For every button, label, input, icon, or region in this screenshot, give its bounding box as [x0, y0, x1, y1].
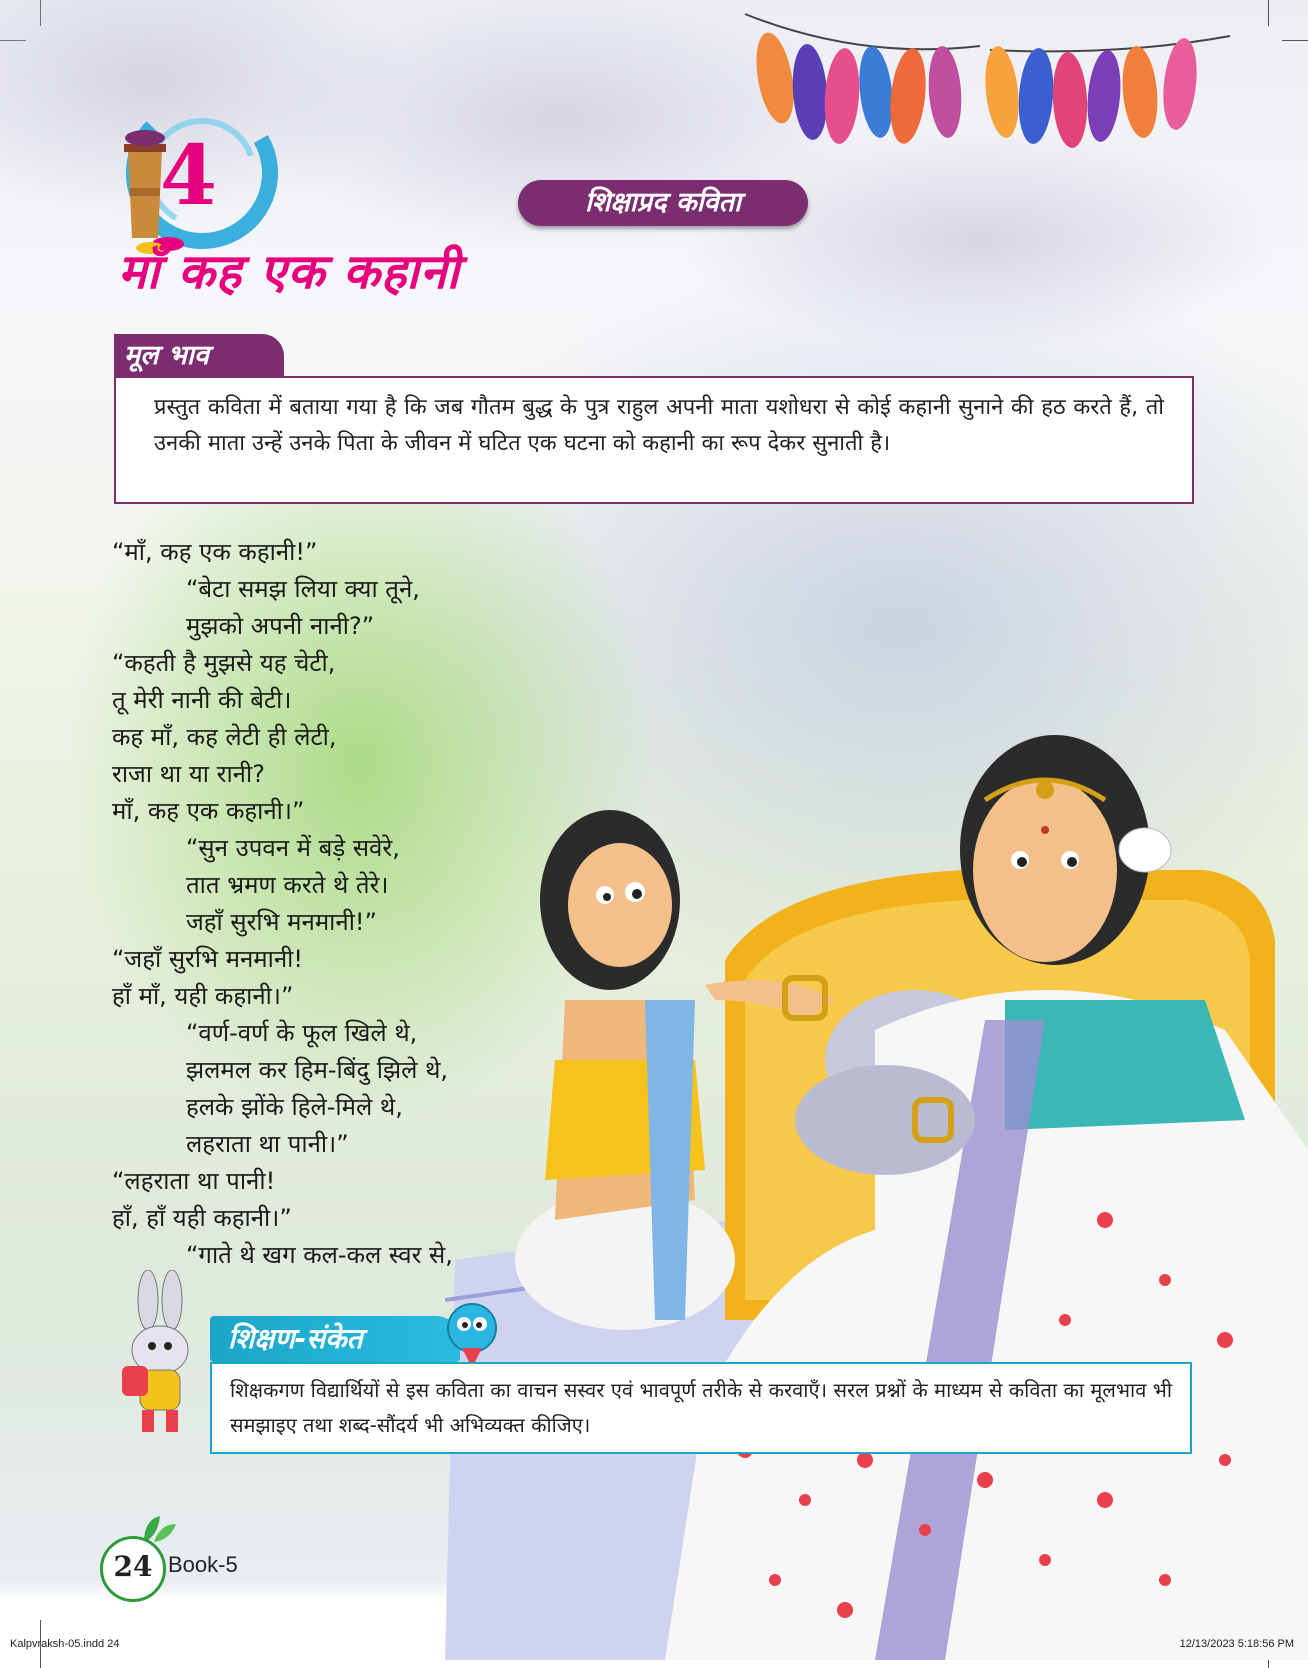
poem-line: मुझको अपनी नानी?” [186, 612, 375, 640]
poem-line: हलके झोंके हिले-मिले थे, [186, 1093, 403, 1121]
poem-line: हाँ, हाँ यही कहानी।” [112, 1204, 292, 1232]
poem-line: झलमल कर हिम-बिंदु झिले थे, [186, 1056, 449, 1084]
rabbit-mascot-icon [112, 1270, 208, 1440]
poem-line: राजा था या रानी? [112, 760, 265, 788]
poem-line: तात भ्रमण करते थे तेरे। [186, 871, 389, 899]
mother-child-illustration [445, 700, 1308, 1660]
poem-line: जहाँ सुरभि मनमानी!” [186, 908, 377, 936]
poem-line: “माँ, कह एक कहानी!” [112, 538, 318, 566]
feather-garland-decoration [740, 0, 1240, 180]
shikshan-sanket-heading: शिक्षण-संकेत [210, 1316, 460, 1362]
poem-line: कह माँ, कह लेटी ही लेटी, [112, 723, 337, 751]
genre-label: शिक्षाप्रद कविता [518, 180, 808, 226]
shikshan-sanket-box [210, 1362, 1192, 1454]
poem-line: माँ, कह एक कहानी।” [112, 797, 305, 825]
poem-title: माँ कह एक कहानी [118, 244, 460, 300]
poem-line: “जहाँ सुरभि मनमानी! [112, 945, 303, 973]
poem-line: लहराता था पानी।” [186, 1130, 349, 1158]
chapter-number: 4 [160, 128, 218, 224]
mool-bhav-text: प्रस्तुत कविता में बताया गया है कि जब गौतम बुद्ध के पुत्र राहुल अपनी माता यशोधरा से कोई कहानी सुनाने की हठ करते हैं, तो उनकी माता उन्हें उनके पिता के जीवन में घटित एक घटना को कहानी का रूप देकर सुनाती है। [154, 395, 1164, 456]
page-number: 24 [100, 1536, 166, 1602]
poem-text [112, 534, 453, 1274]
mool-bhav-heading: मूल भाव [114, 334, 284, 378]
poem-line: “सुन उपवन में बड़े सवेरे, [186, 834, 400, 862]
shikshan-sanket-text: शिक्षकगण विद्यार्थियों से इस कविता का वाचन सस्वर एवं भावपूर्ण तरीके से करवाएँ। सरल प्रश्नों के माध्यम से कविता का मूलभाव भी समझाइए तथा शब्द-सौंदर्य भी अभिव्यक्त कीजिए। [230, 1378, 1172, 1437]
poem-line: तू मेरी नानी की बेटी। [112, 686, 292, 714]
poem-line: “लहराता था पानी! [112, 1167, 276, 1195]
mool-bhav-box [114, 376, 1194, 504]
pencil-mascot-icon [442, 1300, 502, 1370]
poem-line: “बेटा समझ लिया क्या तूने, [186, 575, 420, 603]
print-file-info: Kalpvraksh-05.indd 24 [10, 1638, 120, 1650]
print-timestamp: 12/13/2023 5:18:56 PM [1179, 1638, 1294, 1650]
poem-line: हाँ माँ, यही कहानी।” [112, 982, 294, 1010]
poem-line: “कहती है मुझसे यह चेटी, [112, 649, 336, 677]
poem-line: “गाते थे खग कल-कल स्वर से, [186, 1241, 453, 1269]
poem-line: “वर्ण-वर्ण के फूल खिले थे, [186, 1019, 418, 1047]
book-label: Book-5 [168, 1552, 238, 1577]
